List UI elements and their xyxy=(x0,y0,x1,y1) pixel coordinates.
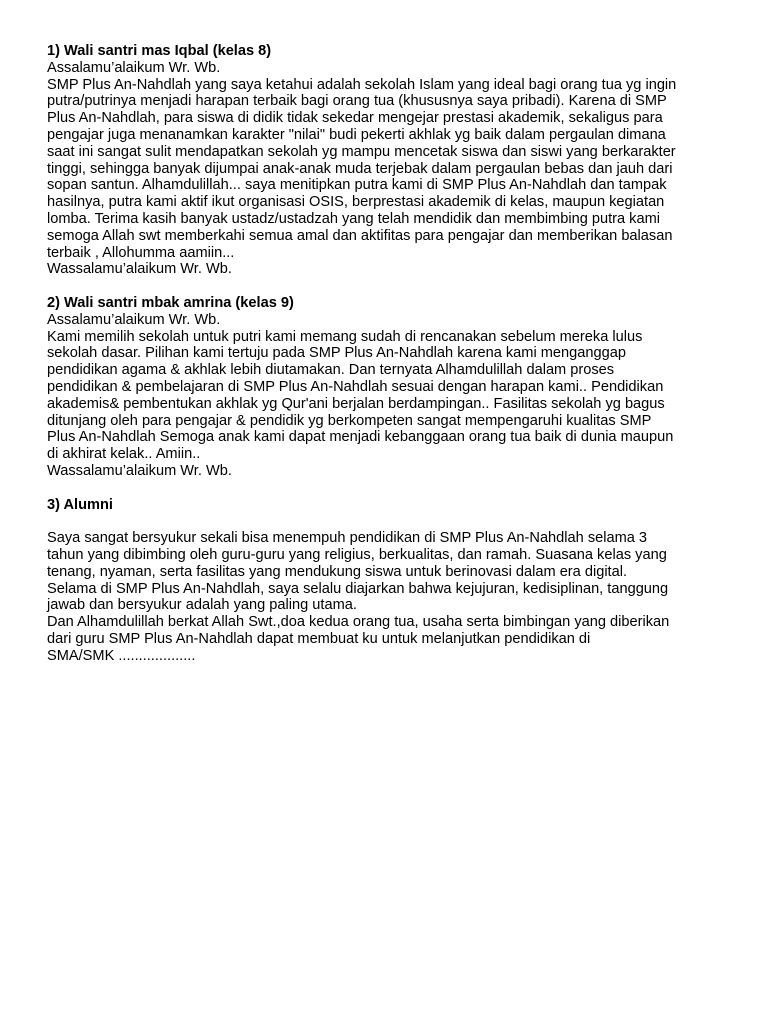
body-line: ditunjang oleh para pengajar & pendidik yg berkompeten sangat mempengaruhi kualitas SMP xyxy=(47,412,652,429)
body-line: Plus An-Nahdlah Semoga anak kami dapat menjadi kebanggaan orang tua baik di dunia maupun xyxy=(47,429,674,446)
body-line: Plus An-Nahdlah, para siswa di didik tidak sekedar mengejar prestasi akademik, sekaligus para xyxy=(47,110,663,127)
document-page xyxy=(47,43,737,664)
body-line: tinggi, sehingga banyak dijumpai anak-anak muda terjebak dalam pergaulan bebas dan jauh dari xyxy=(47,160,673,177)
testimonial-section-3 xyxy=(47,497,737,665)
body-line: Saya sangat bersyukur sekali bisa menempuh pendidikan di SMP Plus An-Nahdlah selama 3 xyxy=(47,530,648,547)
body-line: lomba. Terima kasih banyak ustadz/ustadzah yang telah mendidik dan membimbing putra kami xyxy=(47,210,660,227)
body-line: semoga Allah swt memberkahi semua amal dan aktifitas para pengajar dan memberikan balasan xyxy=(47,227,673,244)
body-line: di akhirat kelak.. Amiin.. xyxy=(47,446,201,463)
body-line: akademis& pembentukan akhlak yg Qur'ani berjalan berdampingan.. Fasilitas sekolah yg bagus xyxy=(47,395,665,412)
body-line: sopan santun. Alhamdulillah... saya menitipkan putra kami di SMP Plus An-Nahdlah dan tampak xyxy=(47,177,667,194)
body-line: Kami memilih sekolah untuk putri kami memang sudah di rencanakan sebelum mereka lulus xyxy=(47,328,643,345)
body-line: Wassalamu’alaikum Wr. Wb. xyxy=(47,462,232,479)
body-line xyxy=(47,513,737,530)
section-heading: 2) Wali santri mbak amrina (kelas 9) xyxy=(47,294,294,311)
body-line: sekolah dasar. Pilihan kami tertuju pada SMP Plus An-Nahdlah karena kami menganggap xyxy=(47,345,626,362)
body-line: pendidikan agama & akhlak lebih diutamakan. Dan ternyata Alhamdulillah dalam proses xyxy=(47,362,615,379)
body-line: pengajar juga menanamkan karakter "nilai" budi pekerti akhlak yg baik dalam pergaulan dimana xyxy=(47,126,666,143)
paragraph-spacer xyxy=(47,278,737,295)
body-line: terbaik , Allohumma aamiin... xyxy=(47,244,235,261)
body-line: jawab dan bersyukur adalah yang paling utama. xyxy=(47,597,357,614)
body-line: Selama di SMP Plus An-Nahdlah, saya selalu diajarkan bahwa kejujuran, kedisiplinan, tanggung xyxy=(47,580,669,597)
body-line: Wassalamu’alaikum Wr. Wb. xyxy=(47,261,232,278)
body-line: pendidikan & pembelajaran di SMP Plus An-Nahdlah sesuai dengan harapan kami.. Pendidikan xyxy=(47,378,664,395)
body-line: SMA/SMK ................... xyxy=(47,647,196,664)
paragraph-spacer xyxy=(47,480,737,497)
body-line: Dan Alhamdulillah berkat Allah Swt.,doa kedua orang tua, usaha serta bimbingan yang diberikan xyxy=(47,614,670,631)
body-line: saat ini sangat sulit mendapatkan sekolah yg mampu mencetak siswa dan siswi yang berkarakter xyxy=(47,143,676,160)
body-line: tahun yang dibimbing oleh guru-guru yang religius, berkualitas, dan ramah. Suasana kelas yang xyxy=(47,546,667,563)
testimonial-section-1 xyxy=(47,43,737,278)
section-heading: 1) Wali santri mas Iqbal (kelas 8) xyxy=(47,43,272,59)
body-line: Assalamu’alaikum Wr. Wb. xyxy=(47,311,221,328)
section-heading: 3) Alumni xyxy=(47,496,113,513)
body-line: Assalamu’alaikum Wr. Wb. xyxy=(47,59,221,76)
body-line: dari guru SMP Plus An-Nahdlah dapat membuat ku untuk melanjutkan pendidikan di xyxy=(47,630,591,647)
body-line: putra/putrinya menjadi harapan terbaik bagi orang tua (khususnya saya pribadi). Karena di SMP xyxy=(47,93,667,110)
testimonial-section-2 xyxy=(47,295,737,480)
body-line: hasilnya, putra kami aktif ikut organisasi OSIS, berprestasi akademik di kelas, maupun kegiatan xyxy=(47,194,665,211)
body-line: SMP Plus An-Nahdlah yang saya ketahui adalah sekolah Islam yang ideal bagi orang tua yg ingin xyxy=(47,76,677,93)
body-line: tenang, nyaman, serta fasilitas yang mendukung siswa untuk berinovasi dalam era digital. xyxy=(47,563,628,580)
